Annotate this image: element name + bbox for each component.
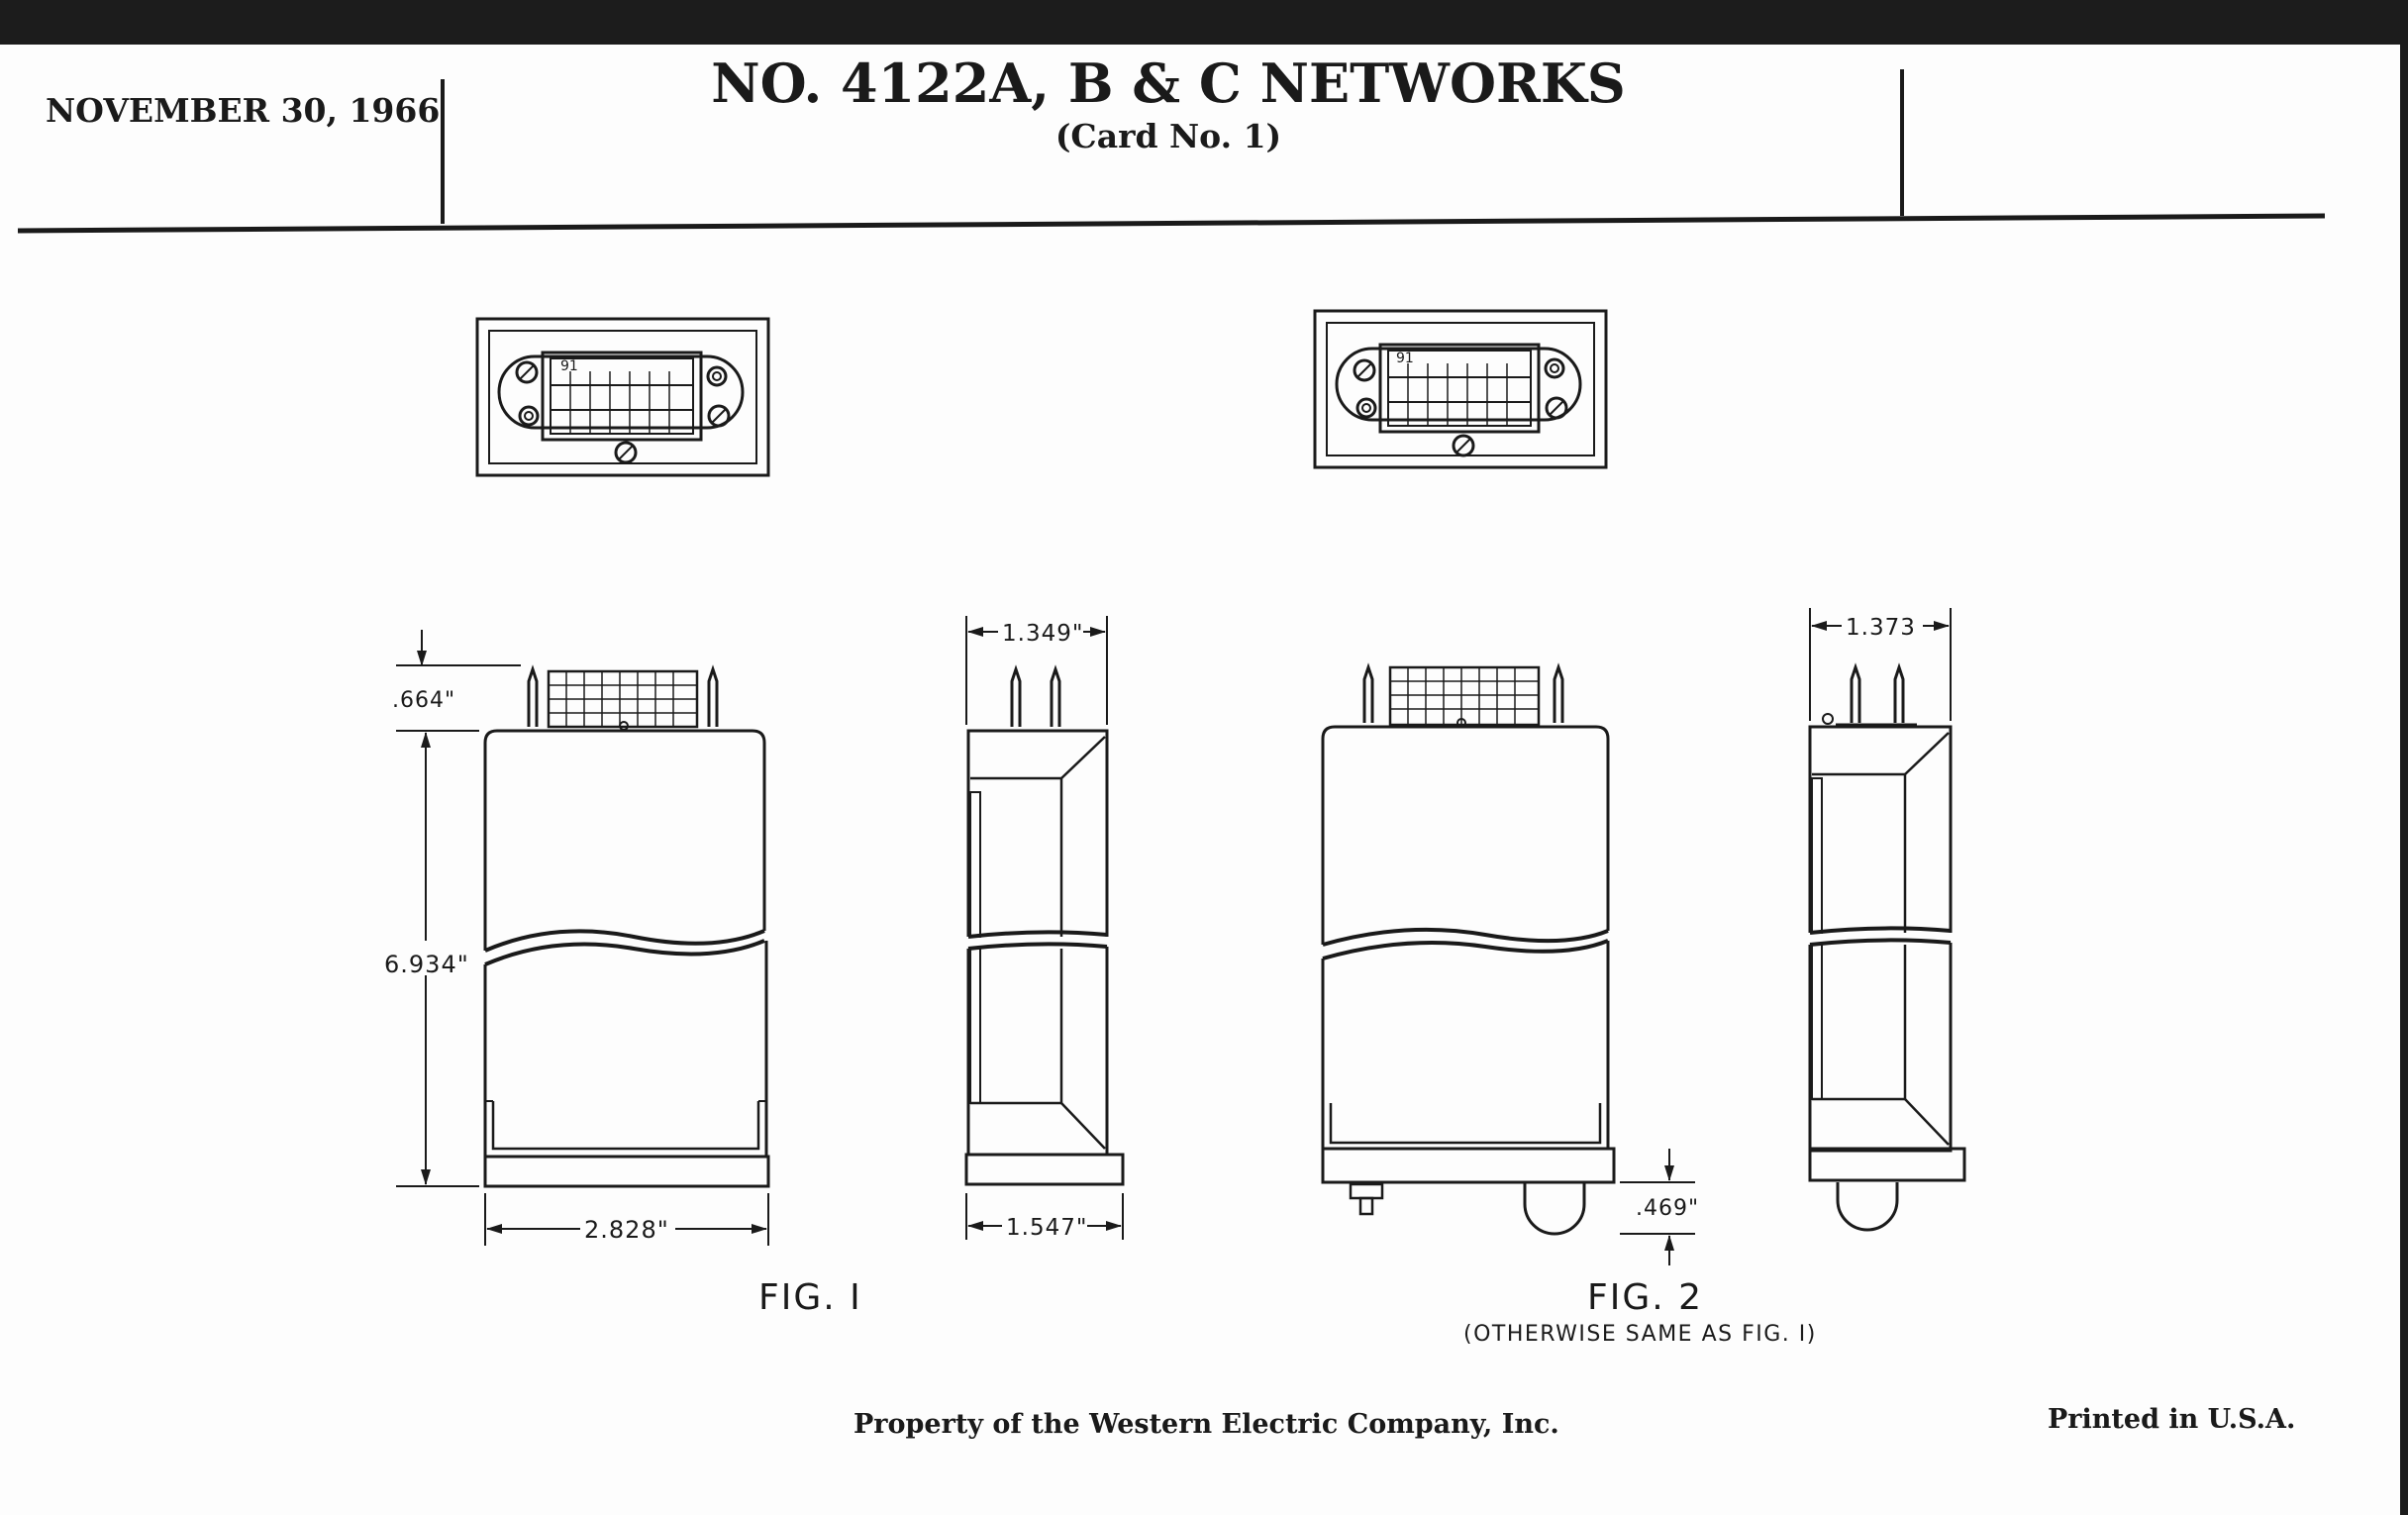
fig1-dimension-lines [396,630,768,1246]
footer-property: Property of the Western Electric Company, Inc. [853,1409,1559,1440]
fig2-lamp-height-label: .469" [1636,1196,1700,1221]
fig2-caption: FIG. 2 [1587,1277,1704,1318]
fig1-top-extension-label: .664" [392,688,456,713]
footer-printed: Printed in U.S.A. [2048,1404,2296,1435]
fig1-height-label: 6.934" [384,951,469,978]
fig1-side-top-width-label: 1.349" [1002,621,1084,647]
fig1-side-dimension-lines [966,616,1123,1240]
fig2-connector-top-view [1315,311,1606,467]
fig1-side-view [966,669,1123,1184]
fig1-caption: FIG. I [758,1277,862,1318]
fig2-side-view [1810,667,1964,1230]
fig1-width-label: 2.828" [584,1216,669,1244]
fig2-note: (OTHERWISE SAME AS FIG. I) [1463,1322,1817,1347]
fig1-side-bottom-width-label: 1.547" [1006,1215,1088,1241]
page-title: NO. 4122A, B & C NETWORKS [711,51,1626,115]
header-rules [18,69,2325,231]
fig1-connector-top-view [477,319,768,475]
fig1-terminal-label: 91 [560,358,578,374]
fig2-side-top-width-label: 1.373 [1846,615,1916,641]
header-date: NOVEMBER 30, 1966 [46,91,441,130]
fig1-front-view [485,669,768,1186]
fig2-terminal-label: 91 [1396,351,1414,366]
connector-labels [560,351,1414,374]
page-subtitle: (Card No. 1) [1054,117,1282,155]
fig2-front-view [1323,667,1614,1234]
